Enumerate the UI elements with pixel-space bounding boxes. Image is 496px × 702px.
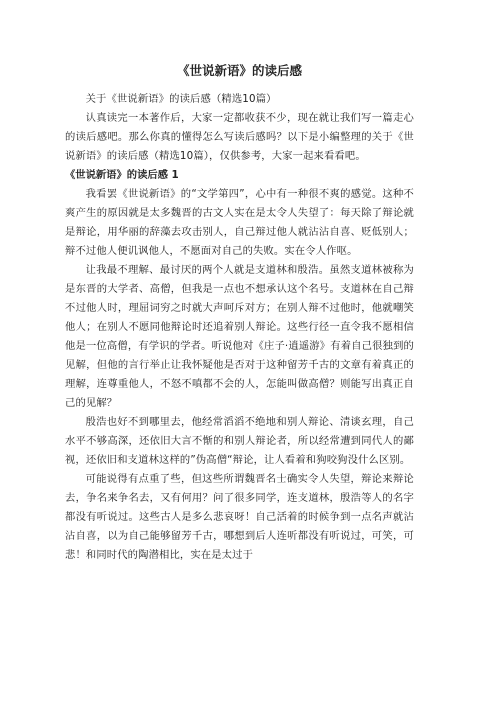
body-paragraph-3: 殷浩也好不到哪里去，他经常滔滔不绝地和别人辩论、清谈玄理，自己水平不够高深，还依旧大言不惭的和别人辩论者，所以经常遭到同代人的鄙视，还依旧和支道林这样的”伪高僧“辩论，让人看着和狗咬狗没什么区别。 [65,416,414,466]
intro-paragraph: 认真读完一本著作后，大家一定都收获不少，现在就让我们写一篇走心的读后感吧。那么你真的懂得怎么写读后感吗？以下是小编整理的关于《世说新语》的读后感（精选10篇），仅供参考，大家一起来看看吧。 [65,112,414,162]
intro-line: 关于《世说新语》的读后感（精选10篇） [85,93,277,105]
document-title: 《世说新语》的读后感 [176,63,302,78]
body-paragraph-4: 可能说得有点重了些，但这些所谓魏晋名士确实令人失望，辩论来辩论去，争名来争名去，又有何用？问了很多同学，连支道林，殷浩等人的名字都没有听说过。这些古人是多么悲哀呀！自己活着的时候争到一点名声就沾沾自喜，以为自己能够留芳千古，哪想到后人连听都没有听说过，可笑，可悲！和同时代的陶潜相比，实在是太过于 [65,473,414,561]
body-paragraph-2: 让我最不理解、最讨厌的两个人就是支道林和殷浩。虽然支道林被称为是东晋的大学者、高僧，但我是一点也不想承认这个名号。支道林在自己辩不过他人时，理屈词穷之时就大声呵斥对方；在别人辩不过他时，他就嘲笑他人；在别人不愿同他辩论时还追着别人辩论。这些行径一直令我不愿相信他是一位高僧，有学识的学者。听说他对《庄子·逍遥游》有着自己很独到的见解，但他的言行举止让我怀疑他是否对于这种留芳千古的文章有着真正的理解，连尊重他人，不怒不嗔都不会的人，怎能叫做高僧？则能写出真正自己的见解？ [65,264,414,409]
body-paragraph-1: 我看罢《世说新语》的“文学第四”，心中有一种很不爽的感觉。这种不爽产生的原因就是太多魏晋的古文人实在是太令人失望了：每天除了辩论就是辩论，用华丽的辞藻去攻击别人，自己辩过他人就沾沾自喜、贬低别人；辩不过他人便讥讽他人，不愿面对自己的失败。实在令人作呕。 [65,188,414,257]
section-heading: 《世说新语》的读后感 1 [65,169,179,181]
